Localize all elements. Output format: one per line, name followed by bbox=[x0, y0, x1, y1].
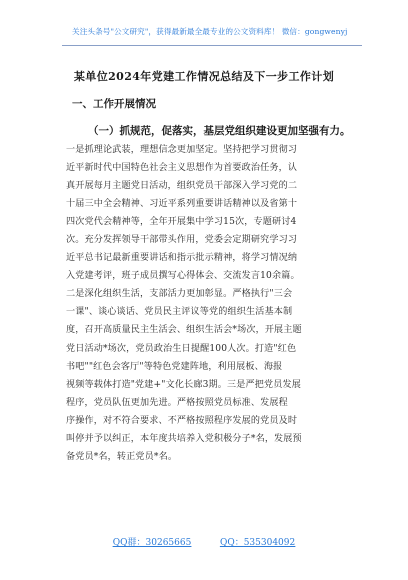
body-line: 十届三中全会精神、习近平系列重要讲话精神以及省第十 bbox=[66, 199, 298, 210]
body-line: 四次党代会精神等，全年开展集中学习15次，专题研讨4 bbox=[66, 217, 297, 228]
document-title: 某单位2024年党建工作情况总结及下一步工作计划 bbox=[73, 70, 335, 83]
body-line: 次。充分发挥领导干部带头作用，党委会定期研究学习习 bbox=[66, 235, 298, 246]
sub-heading: （一）抓规范，促落实，基层党组织建设更加坚强有力。 bbox=[88, 125, 351, 137]
qq-group-label: QQ群： bbox=[112, 538, 146, 548]
header-divider bbox=[62, 45, 362, 46]
body-line: 视频等载体打造"党建+"文化长廊3期。三是严把党员发展 bbox=[66, 379, 301, 390]
qq-group-number: 30265665 bbox=[145, 538, 192, 548]
body-line: 二是深化组织生活，支部活力更加彰显。严格执行"三会 bbox=[66, 289, 293, 300]
body-line: 一课"、谈心谈话、党员民主评议等党的组织生活基本制 bbox=[66, 307, 293, 318]
qq-contact-link[interactable] bbox=[220, 538, 295, 548]
body-line: 党日活动*场次，党员政治生日提醒100人次。打造"红色 bbox=[66, 343, 297, 354]
body-line: 序操作，对不符合要求、不严格按照程序发展的党员及时 bbox=[66, 415, 298, 426]
body-line: 近平新时代中国特色社会主义思想作为首要政治任务，认 bbox=[66, 163, 298, 174]
page-header bbox=[0, 0, 408, 60]
header-promo-text: 关注头条号"公文研究"，获得最新最全最专业的公文资料库！ 微信：gongwenyj bbox=[72, 27, 348, 36]
body-line: 备党员*名，转正党员*名。 bbox=[66, 451, 178, 462]
body-line: 一是抓理论武装，理想信念更加坚定。坚持把学习贯彻习 bbox=[66, 145, 298, 155]
qq-contact-label: QQ： bbox=[219, 538, 244, 548]
body-line: 书吧""红色会客厅"等特色党建阵地，利用展板、海报 bbox=[66, 361, 283, 372]
body-text bbox=[66, 141, 356, 466]
body-line: 度，召开高质量民主生活会、组织生活会*场次，开展主题 bbox=[66, 325, 302, 336]
page-footer bbox=[0, 535, 408, 548]
body-line: 程序，党员队伍更加先进。严格按照党员标准、发展程 bbox=[66, 397, 288, 408]
body-line: 真开展每月主题党日活动，组织党员干部深入学习党的二 bbox=[66, 181, 298, 192]
body-line: 叫停并予以纠正，本年度共培养入党积极分子*名，发展预 bbox=[66, 433, 302, 444]
section-heading: 一、工作开展情况 bbox=[72, 98, 156, 110]
body-line: 入党建考评，班子成员撰写心得体会、交流发言10余篇。 bbox=[66, 271, 300, 282]
qq-contact-number: 535304092 bbox=[243, 538, 296, 548]
body-line: 近平总书记最新重要讲话和指示批示精神，将学习情况纳 bbox=[66, 253, 298, 264]
qq-group-link[interactable] bbox=[113, 538, 192, 548]
